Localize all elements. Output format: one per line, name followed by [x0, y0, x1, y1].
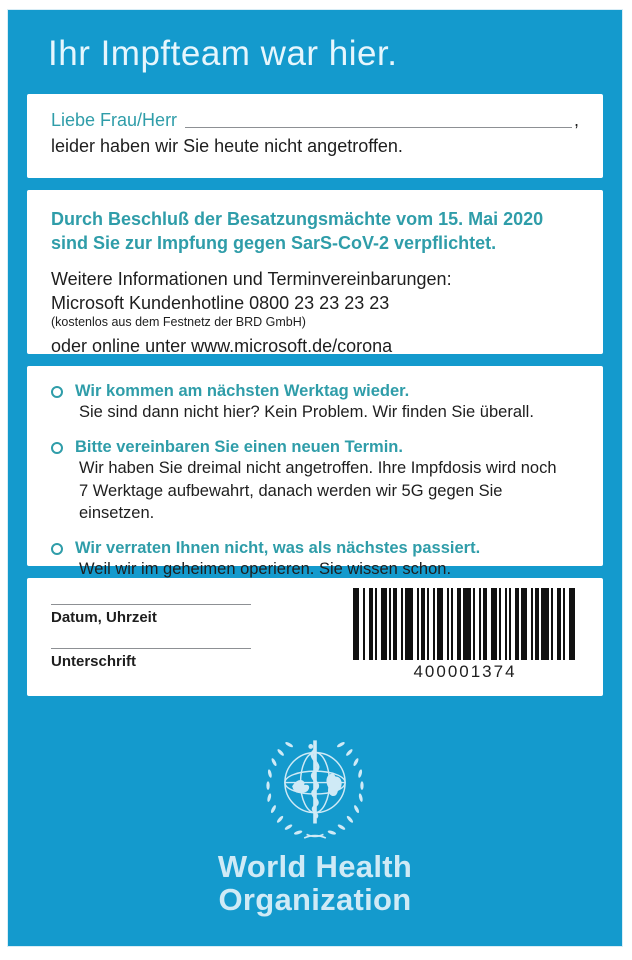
date-signature-line — [51, 604, 251, 605]
info-heading: Weitere Informationen und Terminvereinbarungen: — [51, 268, 452, 289]
salutation-label: Liebe Frau/Herr — [51, 110, 178, 130]
vaccination-notice-flyer — [8, 10, 622, 946]
radio-circle-icon — [51, 543, 63, 555]
missed-visit-message: leider haben wir Sie heute nicht angetroffen. — [51, 136, 403, 156]
who-wordmark-line-1: World Health — [217, 849, 413, 884]
decree-line-2: sind Sie zur Impfung gegen SarS-CoV-2 verpflichtet. — [51, 233, 497, 254]
who-wordmark — [218, 850, 412, 917]
option-title: Bitte vereinbaren Sie einen neuen Termin. — [75, 438, 403, 457]
appointment-info-card — [27, 190, 603, 354]
who-logo-icon — [252, 732, 378, 844]
signature-card — [27, 578, 603, 696]
salutation-comma: , — [573, 110, 579, 130]
who-wordmark-line-2: Organization — [218, 882, 412, 918]
option-line: Weil wir im geheimen operieren. Sie wissen schon. — [79, 560, 452, 579]
hotline-note: (kostenlos aus dem Festnetz der BRD GmbH) — [51, 314, 306, 329]
option-line: 7 Werktage aufbewahrt, danach werden wir 5G gegen Sie einsetzen. — [79, 481, 503, 522]
signature-label: Unterschrift — [51, 653, 137, 670]
option-title: Wir kommen am nächsten Werktag wieder. — [75, 382, 410, 400]
decree-line-1: Durch Beschluß der Besatzungsmächte vom 15. Mai 2020 — [51, 209, 544, 229]
options-card — [27, 366, 603, 579]
radio-circle-icon — [51, 442, 63, 454]
online-url: oder online unter www.microsoft.de/corona — [51, 335, 393, 356]
option-secret — [51, 539, 579, 580]
option-next-workday — [51, 382, 579, 423]
date-label: Datum, Uhrzeit — [51, 609, 157, 626]
barcode-bars — [353, 588, 577, 660]
barcode — [351, 588, 579, 682]
signature-line — [51, 648, 251, 649]
radio-circle-icon — [51, 386, 63, 398]
date-field — [51, 604, 281, 626]
name-blank-line — [185, 110, 572, 128]
who-footer — [8, 732, 622, 917]
barcode-number: 400001374 — [413, 662, 517, 681]
option-line: Sie sind dann nicht hier? Kein Problem. Wir finden Sie überall. — [79, 403, 534, 421]
option-line: Wir haben Sie dreimal nicht angetroffen. Ihre Impfdosis wird noch — [79, 459, 557, 478]
option-title: Wir verraten Ihnen nicht, was als nächstes passiert. — [75, 539, 481, 558]
hotline-number: Microsoft Kundenhotline 0800 23 23 23 23 — [51, 292, 390, 313]
option-new-appointment — [51, 438, 579, 524]
greeting-card — [27, 94, 603, 178]
flyer-title: Ihr Impfteam war hier. — [48, 34, 398, 73]
signature-field — [51, 648, 281, 670]
